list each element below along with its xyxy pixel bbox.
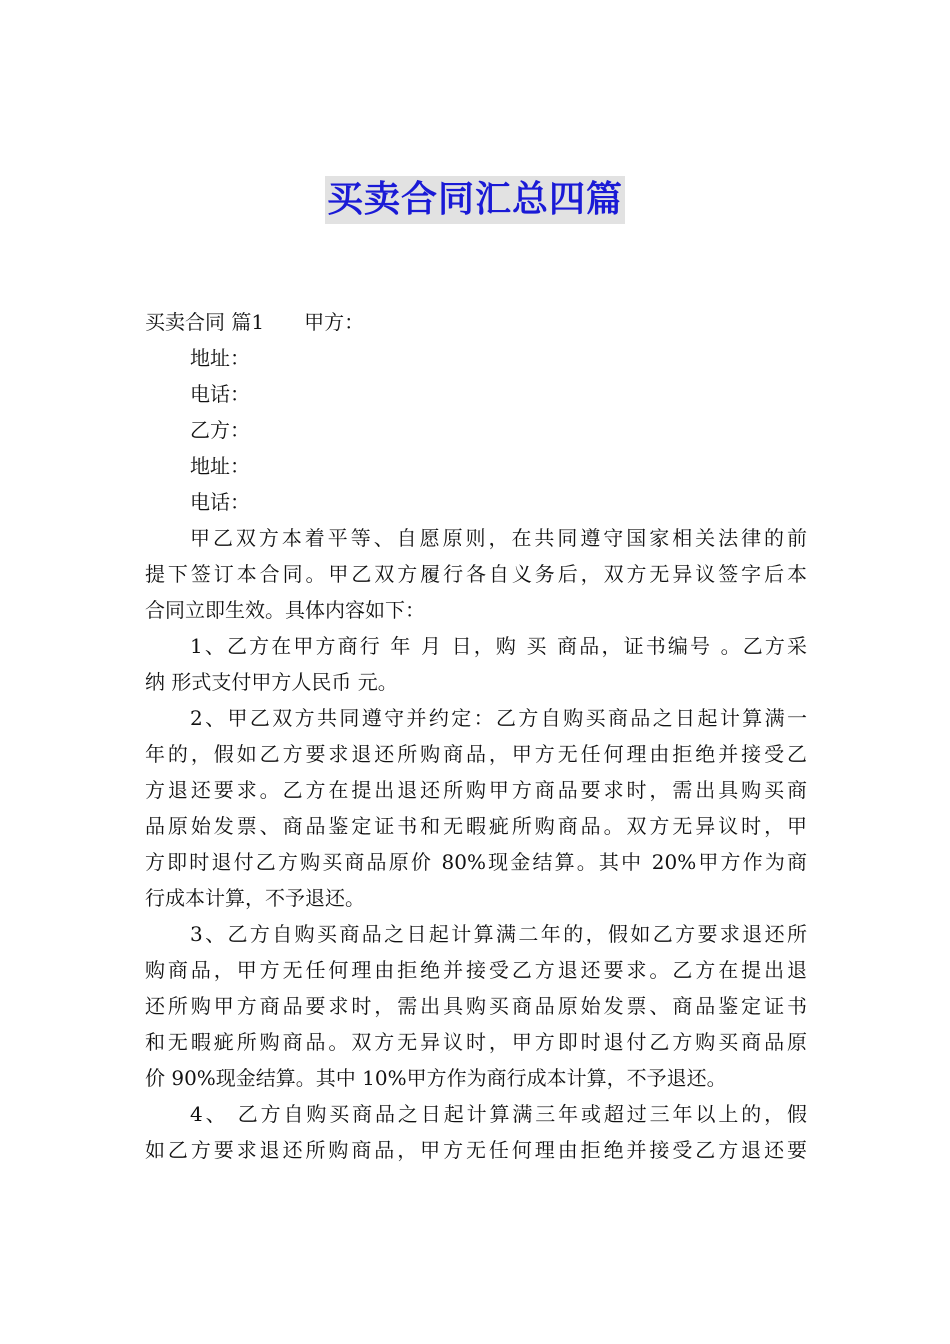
paragraph-line: 4、 乙方自购买商品之日起计算满三年或超过三年以上的，假 [190,1102,807,1126]
paragraph-line: 行成本计算，不予退还。 [145,886,365,910]
paragraph-line: 还所购甲方商品要求时，需出具购买商品原始发票、商品鉴定证书 [145,994,807,1018]
paragraph-line: 如乙方要求退还所购商品，甲方无任何理由拒绝并接受乙方退还要 [145,1138,807,1162]
paragraph-line: 和无暇疵所购商品。双方无异议时，甲方即时退付乙方购买商品原 [145,1030,807,1054]
paragraph-line: 方退还要求。乙方在提出退还所购甲方商品要求时，需出具购买商 [145,778,807,802]
field-phone-b: 电话： [190,490,250,514]
title-wrap [0,176,950,224]
paragraph-line: 方即时退付乙方购买商品原价 80%现金结算。其中 20%甲方作为商 [145,850,807,874]
paragraph-line: 合同立即生效。具体内容如下： [145,598,425,622]
document-body [145,304,807,1168]
paragraph-clause-3 [145,916,807,1096]
section-heading [145,304,807,340]
paragraph-line: 2、甲乙双方共同遵守并约定：乙方自购买商品之日起计算满一 [190,706,807,730]
paragraph-line: 购商品，甲方无任何理由拒绝并接受乙方退还要求。乙方在提出退 [145,958,807,982]
section-label: 买卖合同 篇1 [145,310,265,334]
paragraph-line: 纳 形式支付甲方人民币 元。 [145,670,398,694]
paragraph-clause-4 [145,1096,807,1168]
paragraph-intro [145,520,807,628]
paragraph-line: 3、乙方自购买商品之日起计算满二年的，假如乙方要求退还所 [190,922,807,946]
field-address-a: 地址： [190,346,250,370]
paragraph-line: 品原始发票、商品鉴定证书和无暇疵所购商品。双方无异议时，甲 [145,814,807,838]
paragraph-line: 提下签订本合同。甲乙双方履行各自义务后，双方无异议签字后本 [145,562,807,586]
field-party-b: 乙方： [190,418,250,442]
field-address-b: 地址： [190,454,250,478]
paragraph-clause-2 [145,700,807,916]
paragraph-line: 甲乙双方本着平等、自愿原则，在共同遵守国家相关法律的前 [190,526,807,550]
paragraph-line: 价 90%现金结算。其中 10%甲方作为商行成本计算，不予退还。 [145,1066,727,1090]
document-title: 买卖合同汇总四篇 [325,176,625,224]
paragraph-line: 1、乙方在甲方商行 年 月 日，购 买 商品，证书编号 。乙方采 [190,634,807,658]
party-a-label: 甲方： [304,310,365,334]
paragraph-line: 年的，假如乙方要求退还所购商品，甲方无任何理由拒绝并接受乙 [145,742,807,766]
field-phone-a: 电话： [190,382,250,406]
paragraph-clause-1 [145,628,807,700]
